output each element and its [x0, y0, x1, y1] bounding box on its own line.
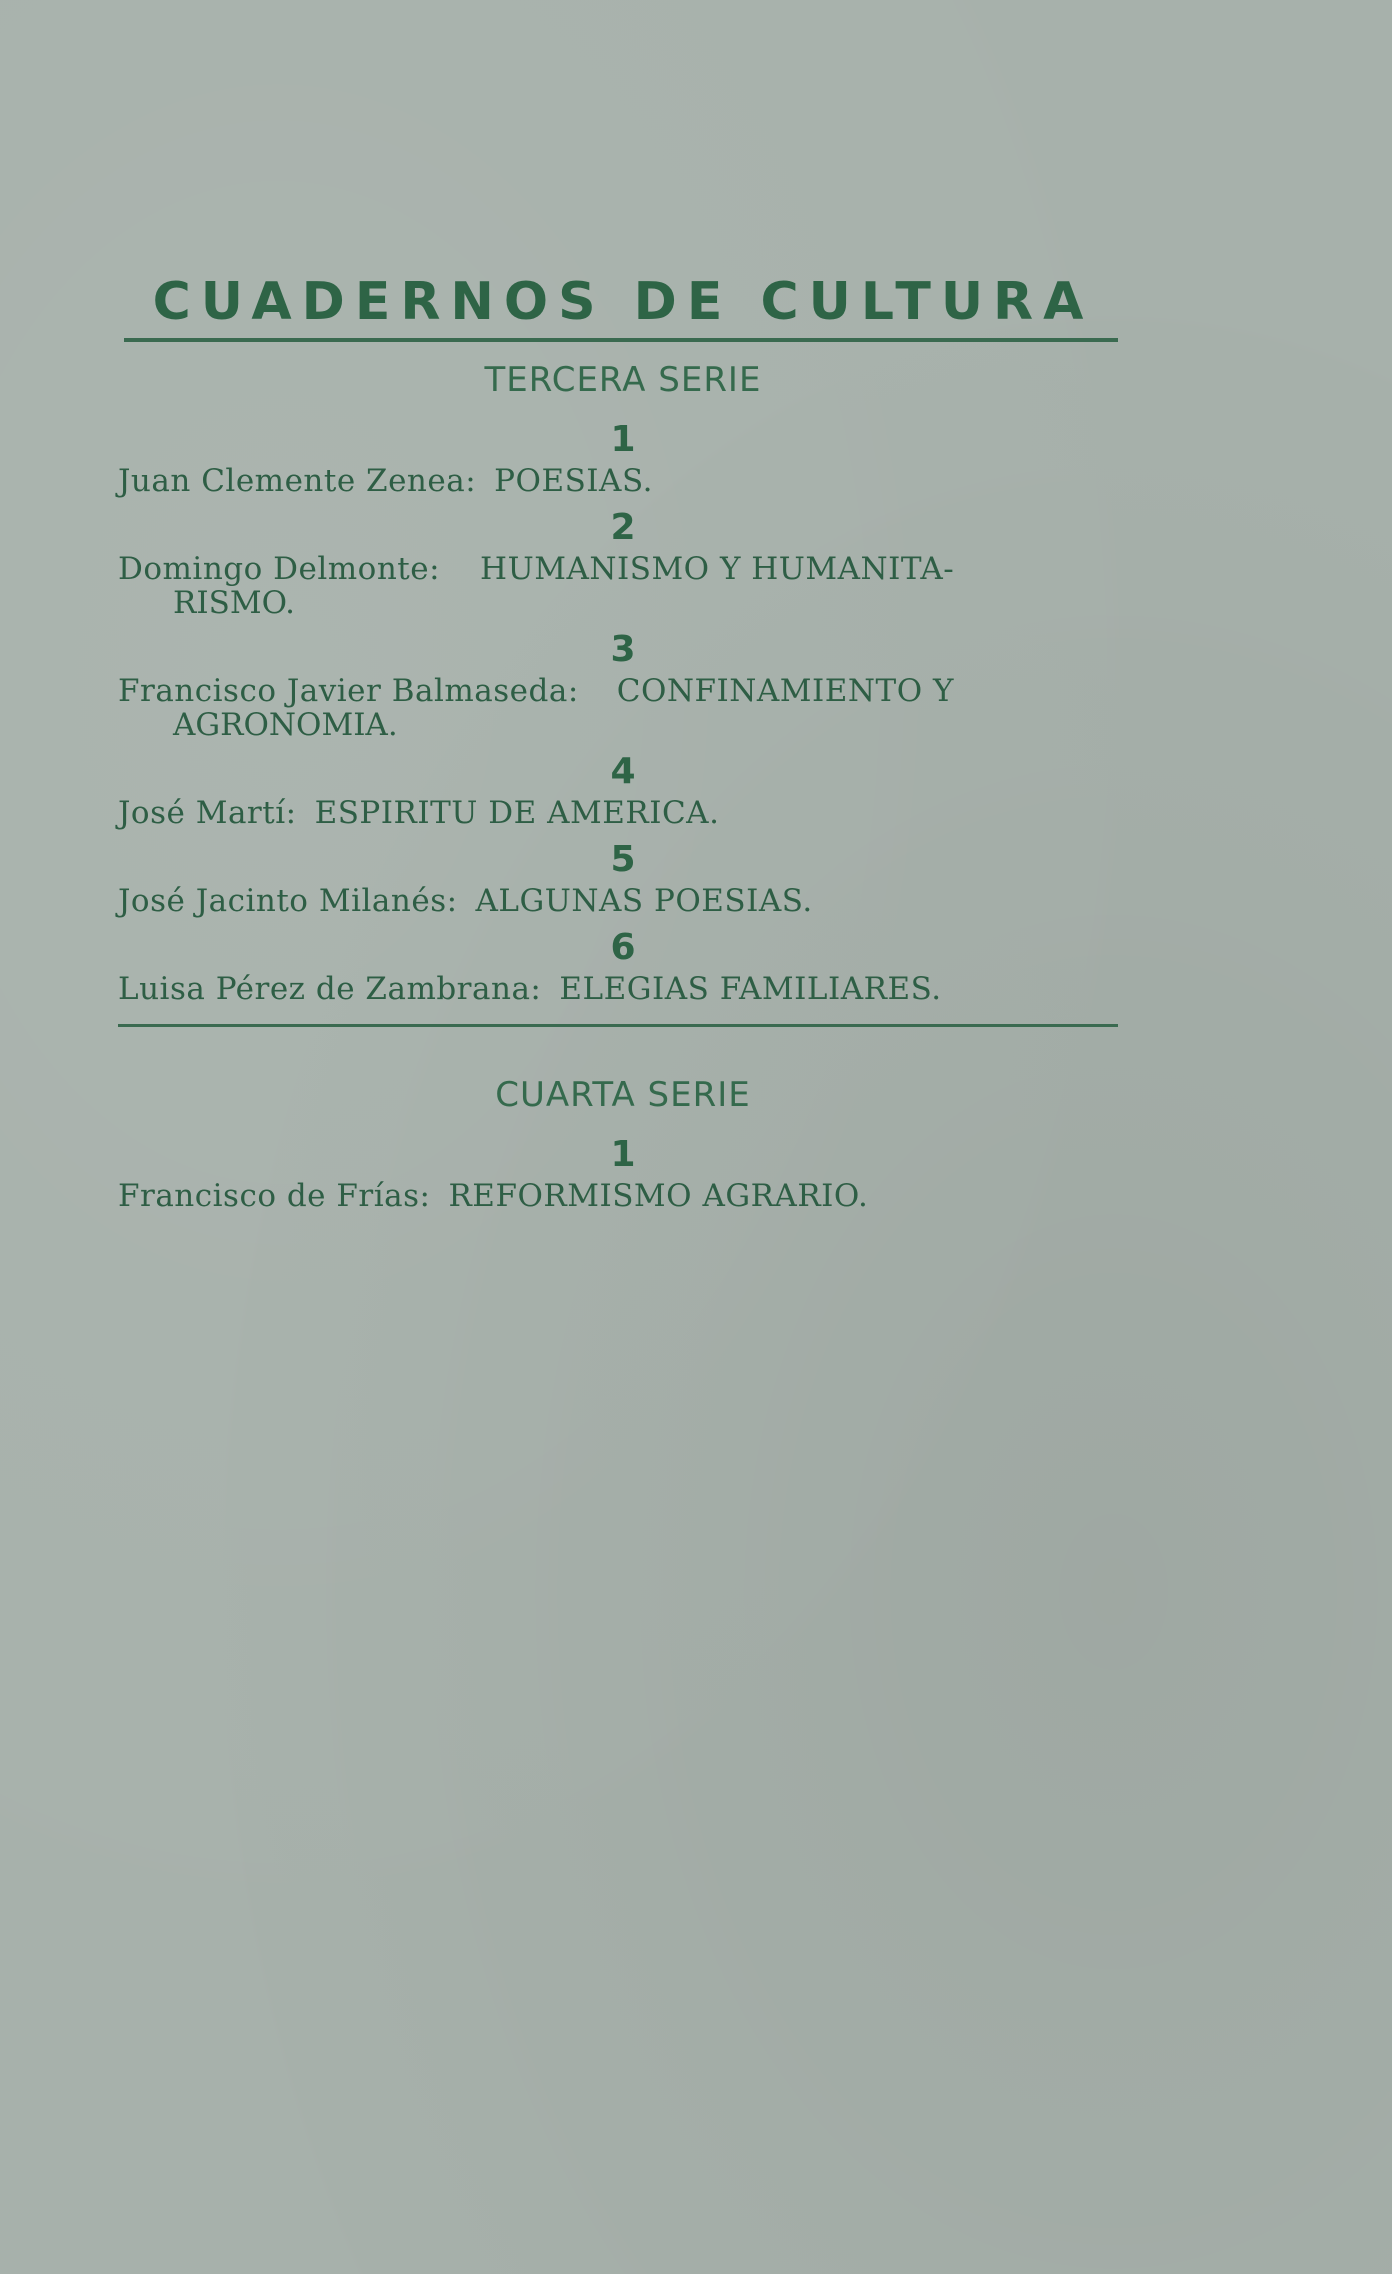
entry-work-continuation: AGRONOMIA.	[173, 707, 398, 743]
entry-work: ALGUNAS POESIAS.	[475, 883, 813, 919]
series-title: TERCERA SERIE	[484, 360, 762, 400]
entry-number: 2	[610, 507, 636, 548]
entry-work: ESPIRITU DE AMERICA.	[314, 795, 720, 831]
series-title: CUARTA SERIE	[495, 1075, 751, 1115]
entry-author: José Jacinto Milanés:	[118, 883, 458, 919]
entry-number: 3	[610, 629, 636, 670]
title-rule	[124, 338, 1118, 342]
series-cuarta	[118, 1075, 1128, 1213]
entry-work: POESIAS.	[494, 463, 653, 499]
entry-work: ELEGIAS FAMILIARES.	[559, 971, 942, 1007]
entry-work: REFORMISMO AGRARIO.	[448, 1178, 869, 1214]
entry-author: Francisco de Frías:	[118, 1178, 431, 1214]
series-tercera	[118, 360, 1128, 1027]
entry-author: Domingo Delmonte:	[118, 551, 441, 587]
page-title: CUADERNOS DE CULTURA	[152, 272, 1094, 332]
entry-text	[118, 552, 1128, 620]
entry-number: 6	[610, 927, 636, 968]
entry-work: HUMANISMO Y HUMANITA-	[480, 551, 955, 587]
entry-number: 4	[610, 751, 636, 792]
entry-text	[118, 884, 1128, 918]
entry-number: 5	[610, 839, 636, 880]
entry-work: CONFINAMIENTO Y	[616, 673, 954, 709]
section-rule	[118, 1024, 1118, 1027]
entry-text	[118, 674, 1128, 742]
entry-text	[118, 1179, 1128, 1213]
entry-author: Luisa Pérez de Zambrana:	[118, 971, 542, 1007]
entry-number: 1	[610, 1134, 636, 1175]
entry-work-continuation: RISMO.	[173, 585, 296, 621]
entry-text	[118, 972, 1128, 1006]
entry-text	[118, 464, 1128, 498]
entry-author: Juan Clemente Zenea:	[118, 463, 477, 499]
entry-author: José Martí:	[118, 795, 297, 831]
entry-text	[118, 796, 1128, 830]
entry-author: Francisco Javier Balmaseda:	[118, 673, 579, 709]
catalog-page	[118, 270, 1128, 1221]
entry-number: 1	[610, 419, 636, 460]
